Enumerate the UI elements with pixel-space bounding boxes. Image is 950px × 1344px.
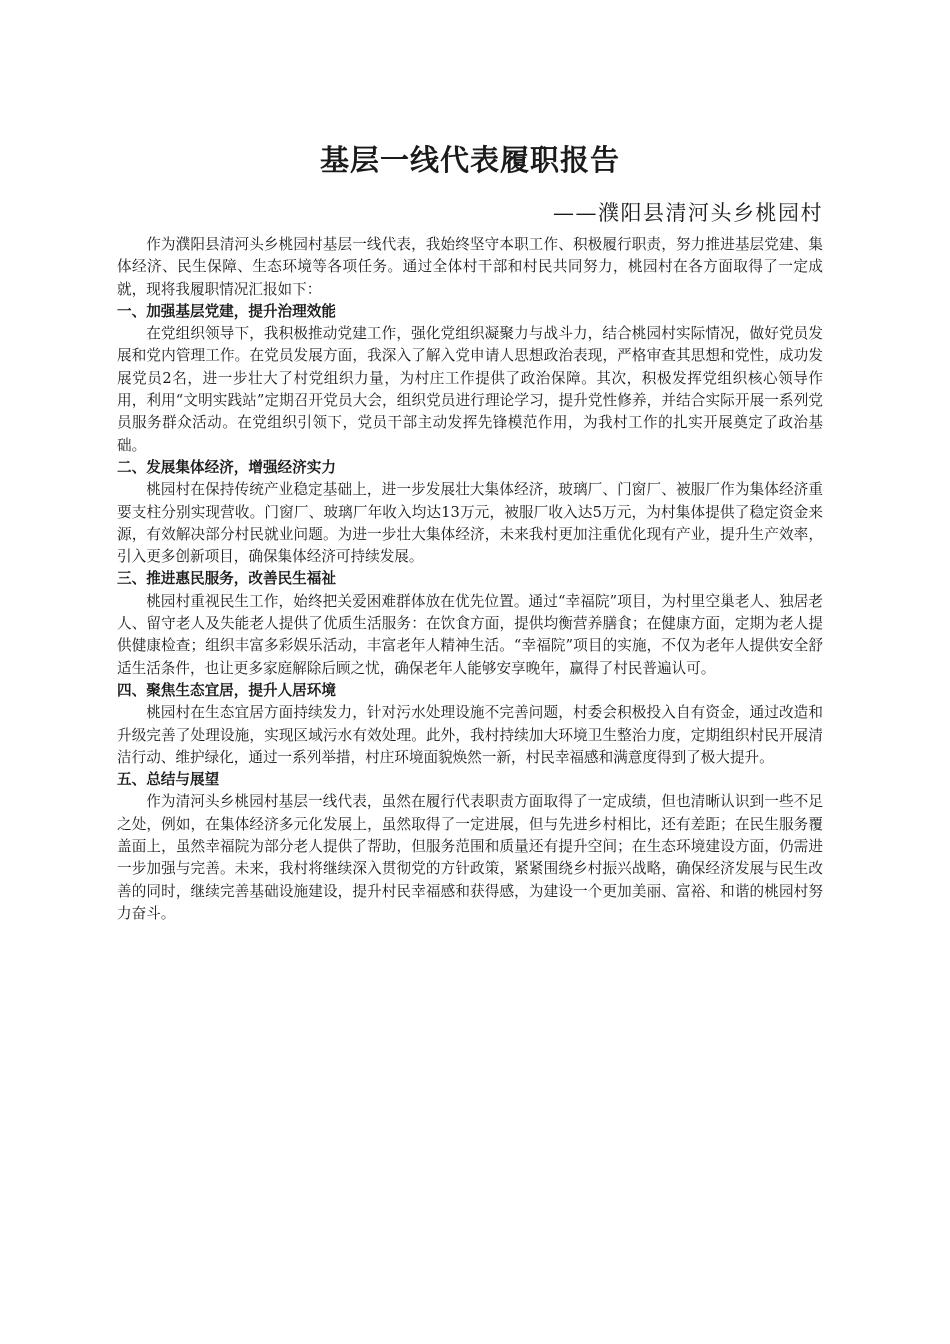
intro-paragraph: 作为濮阳县清河头乡桃园村基层一线代表，我始终坚守本职工作、积极履行职责，努力推进基层党建、集体经济、民生保障、生态环境等各项任务。通过全体村干部和村民共同努力，桃园村在各方面取得了一定成就，现将我履职情况汇报如下：	[117, 236, 823, 298]
section-heading-summary: 五、总结与展望	[117, 771, 220, 789]
section-heading-ecology: 四、聚焦生态宜居，提升人居环境	[117, 681, 336, 699]
document-page	[117, 140, 823, 925]
section-body-livelihood: 桃园村重视民生工作，始终把关爱困难群体放在优先位置。通过“幸福院”项目，为村里空巢老人、独居老人、留守老人及失能老人提供了优质生活服务：在饮食方面，提供均衡营养膳食；在健康方面，定期为老人提供健康检查；组织丰富多彩娱乐活动，丰富老年人精神生活。“幸福院”项目的实施，不仅为老年人提供安全舒适生活条件，也让更多家庭解除后顾之忧，确保老年人能够安享晚年，赢得了村民普遍认可。	[117, 592, 823, 677]
document-subtitle: ——濮阳县清河头乡桃园村	[553, 201, 823, 225]
section-heading-party-building: 一、加强基层党建，提升治理效能	[117, 302, 336, 320]
section-body-ecology: 桃园村在生态宜居方面持续发力，针对污水处理设施不完善问题，村委会积极投入自有资金，通过改造和升级完善了处理设施，实现区域污水有效处理。此外，我村持续加大环境卫生整治力度，定期组织村民开展清洁行动、维护绿化，通过一系列举措，村庄环境面貌焕然一新，村民幸福感和满意度得到了极大提升。	[117, 704, 823, 766]
section-body-summary: 作为清河头乡桃园村基层一线代表，虽然在履行代表职责方面取得了一定成绩，但也清晰认识到一些不足之处，例如，在集体经济多元化发展上，虽然取得了一定进展，但与先进乡村相比，还有差距；在民生服务覆盖面上，虽然幸福院为部分老人提供了帮助，但服务范围和质量还有提升空间；在生态环境建设方面，仍需进一步加强与完善。未来，我村将继续深入贯彻党的方针政策，紧紧围绕乡村振兴战略，确保经济发展与民生改善的同时，继续完善基础设施建设，提升村民幸福感和获得感，为建设一个更加美丽、富裕、和谐的桃园村努力奋斗。	[117, 793, 823, 922]
section-heading-collective-economy: 二、发展集体经济，增强经济实力	[117, 458, 336, 476]
section-heading-livelihood: 三、推进惠民服务，改善民生福祉	[117, 570, 336, 588]
section-body-party-building: 在党组织领导下，我积极推动党建工作，强化党组织凝聚力与战斗力，结合桃园村实际情况，做好党员发展和党内管理工作。在党员发展方面，我深入了解入党申请人思想政治表现，严格审查其思想和党性，成功发展党员2名，进一步壮大了村党组织力量，为村庄工作提供了政治保障。其次，积极发挥党组织核心领导作用，利用“文明实践站”定期召开党员大会，组织党员进行理论学习，提升党性修养，并结合实际开展一系列党员服务群众活动。在党组织引领下，党员干部主动发挥先锋模范作用，为我村工作的扎实开展奠定了政治基础。	[117, 325, 823, 454]
section-body-collective-economy: 桃园村在保持传统产业稳定基础上，进一步发展壮大集体经济，玻璃厂、门窗厂、被服厂作为集体经济重要支柱分别实现营收。门窗厂、玻璃厂年收入均达13万元，被服厂收入达5万元，为村集体提供了稳定资金来源，有效解决部分村民就业问题。为进一步壮大集体经济，未来我村更加注重优化现有产业，提升生产效率，引入更多创新项目，确保集体经济可持续发展。	[117, 481, 823, 566]
document-title: 基层一线代表履职报告	[319, 143, 620, 177]
